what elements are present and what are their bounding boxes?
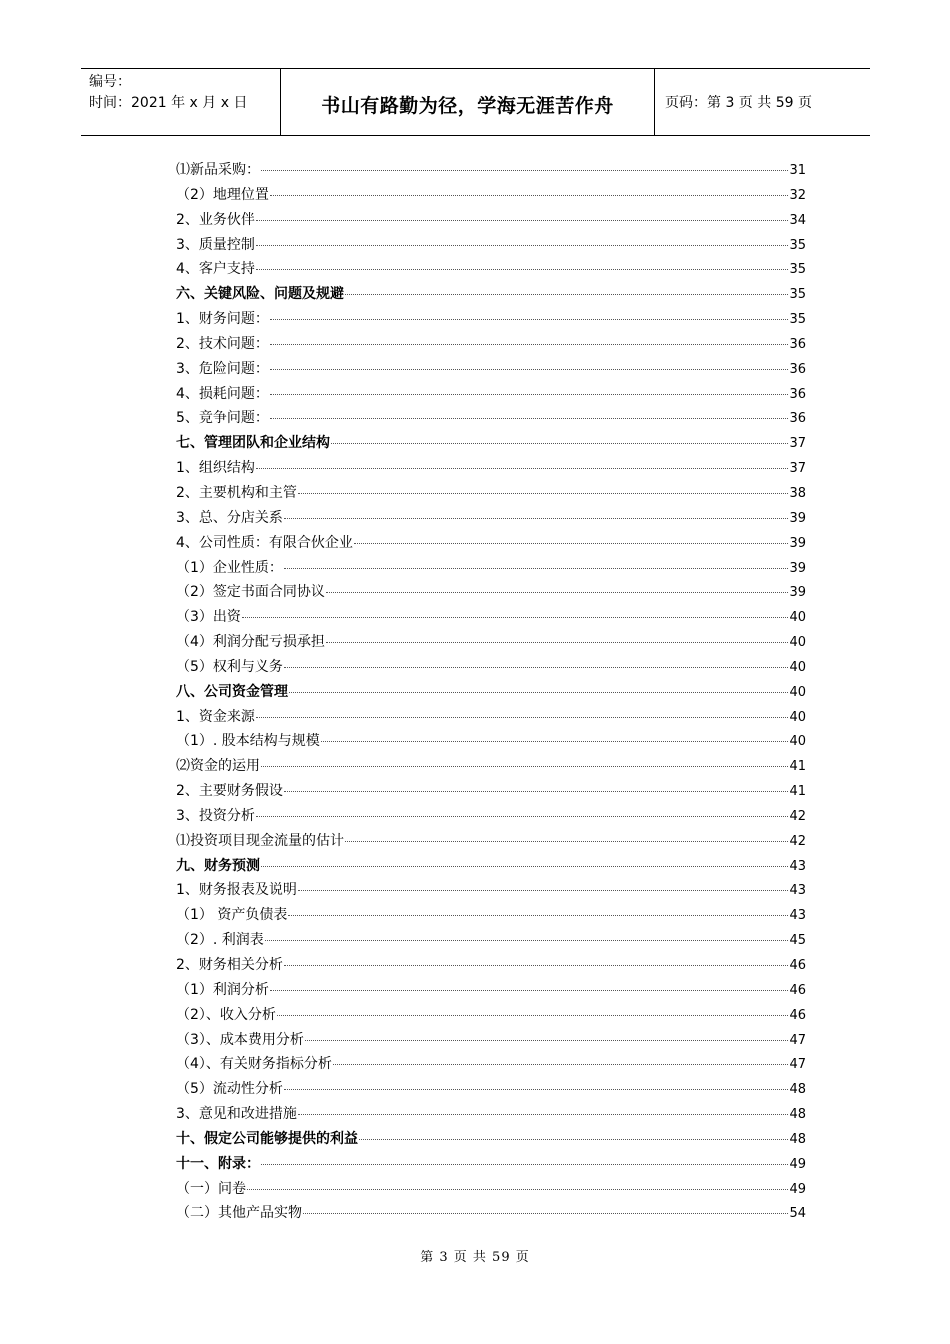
toc-entry-title: 3、危险问题： <box>176 360 269 377</box>
toc-entry-title: 七、管理团队和企业结构 <box>176 435 330 452</box>
toc-entry[interactable] <box>176 557 806 582</box>
toc-entry-title: 2、技术问题： <box>176 335 269 352</box>
toc-entry[interactable] <box>176 830 806 855</box>
toc-entry-title: （2）. 利润表 <box>176 932 264 949</box>
toc-entry-page: 43 <box>789 908 806 924</box>
toc-dot-leader <box>270 369 789 370</box>
toc-dot-leader <box>284 568 789 569</box>
toc-entry-title: 2、主要财务假设 <box>176 783 283 800</box>
toc-entry-page: 35 <box>789 237 806 253</box>
toc-dot-leader <box>247 1189 788 1190</box>
toc-dot-leader <box>359 1139 788 1140</box>
toc-dot-leader <box>345 294 788 295</box>
toc-dot-leader <box>331 443 788 444</box>
toc-entry[interactable] <box>176 159 806 184</box>
toc-dot-leader <box>256 468 789 469</box>
toc-dot-leader <box>345 841 788 842</box>
toc-entry-title: （1）利润分析 <box>176 981 269 998</box>
toc-entry-title: 3、质量控制 <box>176 236 255 253</box>
toc-entry[interactable] <box>176 184 806 209</box>
toc-entry-title: 4、公司性质：有限合伙企业 <box>176 534 353 551</box>
toc-entry[interactable] <box>176 432 806 457</box>
toc-entry-page: 54 <box>789 1206 806 1222</box>
toc-dot-leader <box>288 915 788 916</box>
toc-entry-page: 41 <box>789 784 806 800</box>
serial-label: 编号： <box>89 74 131 90</box>
toc-entry[interactable] <box>176 1103 806 1128</box>
toc-entry[interactable] <box>176 482 806 507</box>
toc-entry-title: （3）、成本费用分析 <box>176 1031 304 1048</box>
toc-entry-page: 37 <box>789 461 806 477</box>
header-page-info: 页码：第 3 页 共 59 页 <box>665 95 812 111</box>
toc-entry[interactable] <box>176 904 806 929</box>
toc-entry-page: 36 <box>789 386 806 402</box>
toc-dot-leader <box>321 741 789 742</box>
toc-entry-page: 36 <box>789 411 806 427</box>
toc-entry-page: 36 <box>789 361 806 377</box>
toc-dot-leader <box>261 766 788 767</box>
toc-entry[interactable] <box>176 606 806 631</box>
toc-entry[interactable] <box>176 656 806 681</box>
toc-entry-title: （2）签定书面合同协议 <box>176 584 325 601</box>
toc-dot-leader <box>261 866 788 867</box>
toc-entry-page: 35 <box>789 262 806 278</box>
toc-dot-leader <box>256 245 789 246</box>
toc-entry-title: （3）出资 <box>176 609 241 626</box>
toc-entry[interactable] <box>176 383 806 408</box>
toc-entry[interactable] <box>176 631 806 656</box>
toc-entry-title: （4）利润分配亏损承担 <box>176 634 325 651</box>
toc-entry-title: （4）、有关财务指标分析 <box>176 1056 332 1073</box>
toc-entry[interactable] <box>176 283 806 308</box>
toc-entry-title: （2）、收入分析 <box>176 1006 276 1023</box>
toc-entry-title: （一）问卷 <box>176 1180 246 1197</box>
toc-entry[interactable] <box>176 954 806 979</box>
toc-entry-page: 49 <box>789 1156 806 1172</box>
toc-entry[interactable] <box>176 333 806 358</box>
toc-entry[interactable] <box>176 1078 806 1103</box>
toc-entry[interactable] <box>176 457 806 482</box>
toc-entry[interactable] <box>176 1053 806 1078</box>
toc-dot-leader <box>326 592 789 593</box>
table-of-contents <box>176 159 806 1227</box>
toc-entry-title: 2、业务伙伴 <box>176 211 255 228</box>
toc-dot-leader <box>270 394 789 395</box>
toc-dot-leader <box>256 220 789 221</box>
toc-entry-page: 34 <box>789 212 806 228</box>
toc-entry-page: 48 <box>789 1131 806 1147</box>
header-motto: 书山有路勤为径，学海无涯苦作舟 <box>281 69 655 135</box>
toc-entry[interactable] <box>176 1153 806 1178</box>
toc-entry[interactable] <box>176 855 806 880</box>
toc-dot-leader <box>270 195 789 196</box>
toc-entry-page: 43 <box>789 883 806 899</box>
toc-entry-page: 42 <box>789 833 806 849</box>
toc-entry[interactable] <box>176 780 806 805</box>
toc-entry[interactable] <box>176 706 806 731</box>
toc-entry-title: （1） 资产负债表 <box>176 907 288 924</box>
toc-entry[interactable] <box>176 507 806 532</box>
toc-entry-title: ⑴投资项目现金流量的估计 <box>176 832 344 849</box>
toc-entry[interactable] <box>176 407 806 432</box>
toc-entry-page: 35 <box>789 287 806 303</box>
toc-dot-leader <box>256 717 789 718</box>
toc-entry-page: 46 <box>789 958 806 973</box>
toc-dot-leader <box>284 791 789 792</box>
toc-entry[interactable] <box>176 879 806 904</box>
toc-entry-page: 36 <box>789 336 806 352</box>
toc-entry[interactable] <box>176 358 806 383</box>
toc-entry[interactable] <box>176 1004 806 1029</box>
toc-entry-title: 4、客户支持 <box>176 261 255 278</box>
toc-dot-leader <box>284 518 789 519</box>
toc-entry-page: 42 <box>789 808 806 824</box>
toc-dot-leader <box>305 1040 789 1041</box>
toc-entry-title: 十、假定公司能够提供的利益 <box>176 1130 358 1147</box>
toc-entry-title: 1、财务问题： <box>176 311 269 328</box>
toc-entry[interactable] <box>176 258 806 283</box>
toc-entry-page: 31 <box>789 163 806 178</box>
toc-dot-leader <box>284 965 789 966</box>
toc-dot-leader <box>270 990 789 991</box>
toc-dot-leader <box>333 1064 789 1065</box>
toc-entry-title: 3、总、分店关系 <box>176 509 283 526</box>
toc-entry-page: 46 <box>789 1007 806 1023</box>
toc-entry-page: 38 <box>789 485 806 501</box>
toc-entry-page: 46 <box>789 982 806 998</box>
toc-entry[interactable] <box>176 1178 806 1203</box>
toc-entry-title: （1）企业性质： <box>176 559 283 576</box>
toc-entry-page: 40 <box>789 709 806 725</box>
toc-entry-page: 37 <box>789 436 806 452</box>
toc-entry[interactable] <box>176 308 806 333</box>
toc-dot-leader <box>277 1015 789 1016</box>
toc-entry-page: 35 <box>789 312 806 328</box>
toc-entry-title: 1、组织结构 <box>176 460 255 477</box>
toc-entry-title: 1、资金来源 <box>176 708 255 725</box>
toc-entry[interactable] <box>176 929 806 954</box>
toc-entry-title: 5、竞争问题： <box>176 410 269 427</box>
toc-entry-page: 40 <box>789 635 806 651</box>
toc-entry-title: 2、财务相关分析 <box>176 957 283 973</box>
time-label: 时间：2021 年 x 月 x 日 <box>89 95 248 111</box>
toc-dot-leader <box>270 344 789 345</box>
toc-entry-page: 47 <box>789 1057 806 1073</box>
toc-entry-title: （5）流动性分析 <box>176 1081 283 1098</box>
page-header <box>81 68 870 136</box>
toc-dot-leader <box>270 319 789 320</box>
toc-dot-leader <box>289 692 788 693</box>
toc-entry-page: 47 <box>789 1032 806 1048</box>
toc-entry-page: 49 <box>789 1181 806 1197</box>
toc-entry-title: ⑴新品采购： <box>176 162 260 178</box>
toc-entry[interactable] <box>176 1202 806 1227</box>
header-meta <box>81 69 281 135</box>
toc-entry-page: 39 <box>789 535 806 551</box>
toc-entry[interactable] <box>176 755 806 780</box>
toc-entry-title: 十一、附录： <box>176 1155 260 1172</box>
toc-dot-leader <box>265 940 789 941</box>
toc-entry-title: 2、主要机构和主管 <box>176 484 297 501</box>
toc-entry-title: 1、财务报表及说明 <box>176 882 297 899</box>
toc-entry-title: 八、公司资金管理 <box>176 683 288 700</box>
toc-entry-page: 39 <box>789 510 806 526</box>
toc-entry-title: （5）权利与义务 <box>176 658 283 675</box>
toc-entry[interactable] <box>176 979 806 1004</box>
toc-dot-leader <box>256 816 789 817</box>
toc-dot-leader <box>298 890 789 891</box>
toc-dot-leader <box>326 642 789 643</box>
toc-entry-page: 39 <box>789 560 806 576</box>
toc-entry[interactable] <box>176 1128 806 1153</box>
toc-dot-leader <box>284 667 789 668</box>
toc-entry-page: 32 <box>789 187 806 203</box>
toc-entry-title: （1）. 股本结构与规模 <box>176 733 320 750</box>
toc-entry-title: 4、损耗问题： <box>176 385 269 402</box>
toc-entry[interactable] <box>176 581 806 606</box>
toc-entry-title: （2）地理位置 <box>176 186 269 203</box>
toc-dot-leader <box>261 1164 788 1165</box>
toc-entry-page: 43 <box>789 858 806 874</box>
toc-dot-leader <box>298 493 789 494</box>
toc-dot-leader <box>261 170 788 171</box>
toc-dot-leader <box>354 543 789 544</box>
toc-entry-page: 40 <box>789 659 806 675</box>
toc-dot-leader <box>256 269 789 270</box>
toc-dot-leader <box>284 1089 789 1090</box>
toc-entry-page: 41 <box>789 759 806 775</box>
toc-entry-page: 48 <box>789 1082 806 1098</box>
toc-entry[interactable] <box>176 1029 806 1054</box>
toc-entry-title: （二）其他产品实物 <box>176 1205 302 1222</box>
toc-entry[interactable] <box>176 730 806 755</box>
toc-entry[interactable] <box>176 805 806 830</box>
toc-entry-page: 45 <box>789 933 806 949</box>
toc-entry[interactable] <box>176 209 806 234</box>
toc-dot-leader <box>298 1114 789 1115</box>
toc-dot-leader <box>270 418 789 419</box>
toc-entry-title: ⑵资金的运用 <box>176 758 260 775</box>
toc-dot-leader <box>242 617 789 618</box>
toc-entry-page: 40 <box>789 684 806 700</box>
toc-entry-page: 39 <box>789 585 806 601</box>
toc-dot-leader <box>303 1213 788 1214</box>
toc-entry[interactable] <box>176 234 806 259</box>
toc-entry[interactable] <box>176 681 806 706</box>
toc-entry-page: 40 <box>789 610 806 626</box>
page-footer: 第 3 页 共 59 页 <box>420 1250 530 1265</box>
toc-entry-page: 48 <box>789 1107 806 1123</box>
toc-entry-title: 3、意见和改进措施 <box>176 1106 297 1123</box>
toc-entry-page: 40 <box>789 734 806 750</box>
toc-entry-title: 六、关键风险、问题及规避 <box>176 286 344 303</box>
toc-entry[interactable] <box>176 532 806 557</box>
toc-entry-title: 九、财务预测 <box>176 857 260 874</box>
toc-entry-title: 3、投资分析 <box>176 807 255 824</box>
